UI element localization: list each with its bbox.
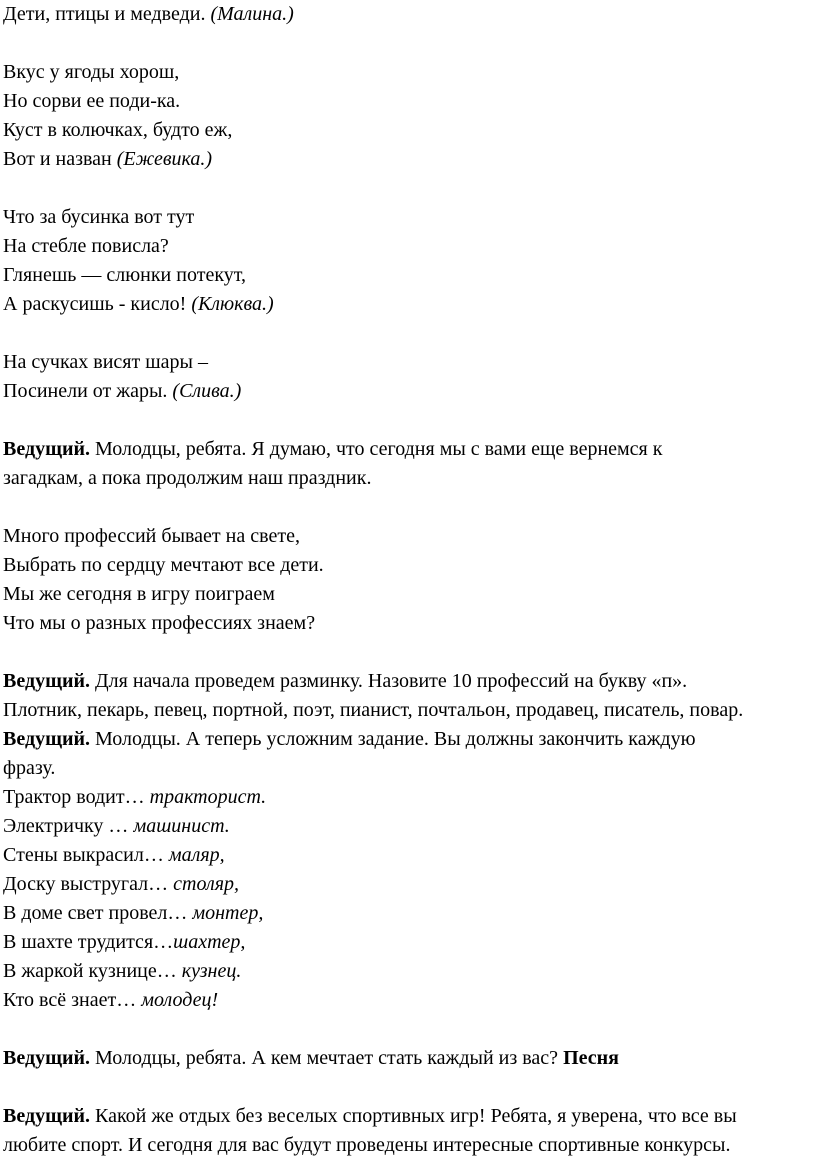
phrase-line bbox=[3, 785, 266, 809]
phrase-answer: маляр, bbox=[168, 844, 225, 866]
riddle-line: На сучках висят шары – bbox=[3, 351, 208, 373]
riddle-text: Вот и назван bbox=[3, 148, 117, 170]
speaker-label: Ведущий. bbox=[3, 1047, 91, 1069]
phrase-line bbox=[3, 843, 225, 867]
riddle-answer: (Клюква.) bbox=[191, 293, 274, 315]
phrase-text: В жаркой кузнице… bbox=[3, 960, 182, 982]
phrase-answer: машинист. bbox=[133, 815, 230, 837]
riddle-line: Вкус у ягоды хорош, bbox=[3, 61, 180, 83]
phrase-text: Кто всё знает… bbox=[3, 989, 142, 1011]
phrase-answer: шахтер, bbox=[173, 931, 246, 953]
host-line: фразу. bbox=[3, 757, 56, 779]
speaker-label: Ведущий. bbox=[3, 1105, 91, 1127]
riddle-line: Но сорви ее поди-ка. bbox=[3, 90, 181, 112]
phrase-line bbox=[3, 901, 263, 925]
phrase-text: Электричку … bbox=[3, 815, 134, 837]
riddle-line: Куст в колючках, будто еж, bbox=[3, 119, 233, 141]
phrase-answer: тракторист. bbox=[149, 786, 267, 808]
phrase-text: В доме свет провел… bbox=[3, 902, 193, 924]
riddle-line: На стебле повисла? bbox=[3, 235, 169, 257]
host-line bbox=[3, 1104, 737, 1128]
phrase-line bbox=[3, 872, 239, 896]
speaker-label: Ведущий. bbox=[3, 670, 91, 692]
riddle-line bbox=[3, 147, 212, 171]
host-line bbox=[3, 1046, 619, 1070]
phrase-line bbox=[3, 988, 218, 1012]
host-text: Для начала проведем разминку. Назовите 10 профессий на букву «п». bbox=[90, 670, 688, 692]
poem-line: Выбрать по сердцу мечтают все дети. bbox=[3, 554, 324, 576]
riddle-text: А раскусишь - кисло! bbox=[3, 293, 192, 315]
phrase-line bbox=[3, 814, 230, 838]
poem-line: Что мы о разных профессиях знаем? bbox=[3, 612, 316, 634]
riddle-answer: (Слива.) bbox=[172, 380, 242, 402]
professions-list: Плотник, пекарь, певец, портной, поэт, пианист, почтальон, продавец, писатель, повар. bbox=[3, 699, 744, 721]
riddle-line bbox=[3, 292, 274, 316]
phrase-text: Доску выстругал… bbox=[3, 873, 174, 895]
riddle-answer: (Малина.) bbox=[210, 3, 294, 25]
phrase-text: Трактор водит… bbox=[3, 786, 150, 808]
riddle-answer: (Ежевика.) bbox=[116, 148, 213, 170]
phrase-text: В шахте трудится… bbox=[3, 931, 174, 953]
host-text: Молодцы, ребята. А кем мечтает стать каждый из вас? bbox=[90, 1047, 564, 1069]
host-line bbox=[3, 437, 662, 461]
speaker-label: Ведущий. bbox=[3, 728, 91, 750]
riddle-line: Что за бусинка вот тут bbox=[3, 206, 195, 228]
speaker-label: Ведущий. bbox=[3, 438, 91, 460]
host-text: Молодцы. А теперь усложним задание. Вы должны закончить каждую bbox=[90, 728, 696, 750]
host-line: загадкам, а пока продолжим наш праздник. bbox=[3, 467, 372, 489]
phrase-answer: столяр, bbox=[173, 873, 240, 895]
riddle-line: Глянешь — слюнки потекут, bbox=[3, 264, 246, 286]
host-line: любите спорт. И сегодня для вас будут проведены интересные спортивные конкурсы. bbox=[3, 1134, 731, 1156]
host-line bbox=[3, 669, 687, 693]
riddle-line bbox=[3, 2, 294, 26]
phrase-answer: кузнец. bbox=[181, 960, 242, 982]
riddle-line bbox=[3, 379, 241, 403]
riddle-text: Дети, птицы и медведи. bbox=[3, 3, 211, 25]
phrase-line bbox=[3, 930, 245, 954]
host-text: Молодцы, ребята. Я думаю, что сегодня мы с вами еще вернемся к bbox=[90, 438, 663, 460]
poem-line: Мы же сегодня в игру поиграем bbox=[3, 583, 275, 605]
phrase-line bbox=[3, 959, 241, 983]
poem-line: Много профессий бывает на свете, bbox=[3, 525, 300, 547]
phrase-answer: молодец! bbox=[141, 989, 219, 1011]
riddle-text: Посинели от жары. bbox=[3, 380, 173, 402]
phrase-text: Стены выкрасил… bbox=[3, 844, 169, 866]
song-label: Песня bbox=[563, 1047, 619, 1069]
host-text: Какой же отдых без веселых спортивных игр! Ребята, я уверена, что все вы bbox=[90, 1105, 737, 1127]
host-line bbox=[3, 727, 696, 751]
phrase-answer: монтер, bbox=[192, 902, 264, 924]
